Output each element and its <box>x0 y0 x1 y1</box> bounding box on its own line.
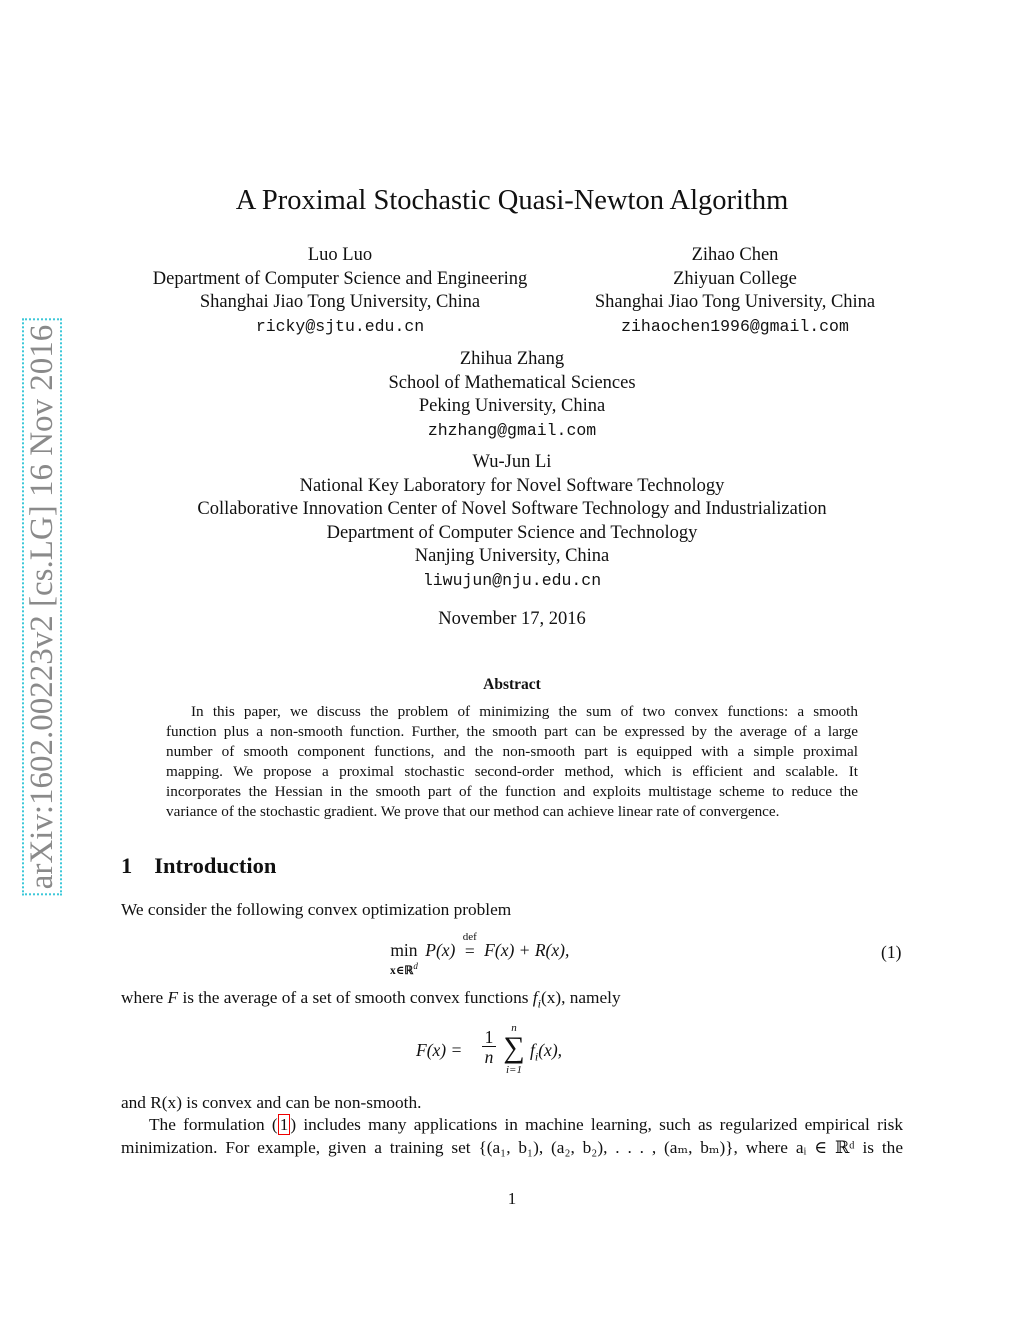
eq-den: n <box>484 1047 494 1067</box>
author-name: Wu-Jun Li <box>472 452 552 472</box>
author-email[interactable]: liwujun@nju.edu.cn <box>422 570 602 590</box>
eq-min: min <box>390 940 418 960</box>
eq-sum-top: n <box>511 1022 517 1034</box>
author-block <box>0 451 1024 592</box>
author-name: Zihao Chen <box>691 245 779 265</box>
math-var: f <box>530 1040 535 1060</box>
equation-label: (1) <box>881 942 902 962</box>
text: (x), namely <box>540 988 621 1007</box>
arxiv-stamp[interactable]: arXiv:1602.00223v2 [cs.LG] 16 Nov 2016 <box>22 319 62 896</box>
author-email[interactable]: zhzhang@gmail.com <box>427 420 597 440</box>
text: where <box>121 988 164 1007</box>
author-name: Zhihua Zhang <box>459 349 565 369</box>
eq-num: 1 <box>482 1029 496 1047</box>
section-number: 1 <box>121 853 133 878</box>
author-email[interactable]: ricky@sjtu.edu.cn <box>255 316 425 336</box>
eq-sum-symbol: ∑ <box>503 1031 525 1064</box>
author-block <box>0 348 1024 442</box>
paragraph <box>121 1115 903 1160</box>
abstract-line: function plus a non-smooth function. Further, the smooth part can be expressed by the average of a large <box>166 723 858 740</box>
author-affiliation: Collaborative Innovation Center of Novel Software Technology and Industrialization <box>197 499 827 519</box>
abstract-line: number of smooth component functions, and the non-smooth part is equipped with a simple proximal <box>166 743 858 760</box>
eq-lhs: P(x) <box>425 940 456 960</box>
section-heading <box>121 853 276 879</box>
author-affiliation: Shanghai Jiao Tong University, China <box>199 292 481 312</box>
eq-fraction <box>482 1029 496 1067</box>
author-affiliation: Nanjing University, China <box>414 546 610 566</box>
abstract-line: mapping. We propose a proximal stochastic second-order method, which is efficient and scalable. It <box>166 763 858 780</box>
author-affiliation: National Key Laboratory for Novel Software Technology <box>299 475 725 496</box>
paragraph: and R(x) is convex and can be non-smooth. <box>121 1093 422 1112</box>
author-affiliation: Peking University, China <box>418 396 606 416</box>
section-title: Introduction <box>154 853 277 878</box>
text: The formulation ( <box>149 1115 278 1134</box>
abstract-line: variance of the stochastic gradient. We prove that our method can achieve linear rate of convergence. <box>166 803 780 820</box>
text: ) includes many applications in machine learning, such as regularized empirical risk <box>290 1115 903 1134</box>
eq-sum-bottom: i=1 <box>506 1064 522 1076</box>
math-sub: i <box>534 1049 539 1064</box>
author-affiliation: Zhiyuan College <box>673 268 797 289</box>
abstract-line: In this paper, we discuss the problem of minimizing the sum of two convex functions: a smooth <box>191 703 858 720</box>
math-sub: i <box>537 996 541 1011</box>
paper-date: November 17, 2016 <box>438 609 586 629</box>
eq-lhs: F(x) = <box>416 1040 463 1060</box>
abstract-line: incorporates the Hessian in the smooth part of the function and exploits multistage scheme to reduce the <box>166 783 858 800</box>
author-block <box>90 244 590 338</box>
math-var: F <box>167 988 179 1007</box>
page-number: 1 <box>507 1189 517 1208</box>
paper-title: A Proximal Stochastic Quasi-Newton Algorithm <box>235 185 789 216</box>
paragraph-line <box>121 1115 903 1138</box>
eq-rest: (x), <box>538 1040 563 1060</box>
author-affiliation: School of Mathematical Sciences <box>388 372 636 393</box>
author-affiliation: Shanghai Jiao Tong University, China <box>594 292 876 312</box>
author-block <box>535 244 935 338</box>
equation-ref-link[interactable]: 1 <box>279 1115 289 1134</box>
eq-sum <box>500 1023 528 1077</box>
author-email[interactable]: zihaochen1996@gmail.com <box>621 316 849 336</box>
eq-def: def <box>462 931 477 943</box>
paragraph-line: minimization. For example, given a training set {(a₁, b₁), (a₂, b₂), . . . , (aₘ, bₘ)}, where aᵢ ∈ ℝᵈ is the <box>121 1137 903 1157</box>
abstract-body <box>166 702 858 822</box>
eq-min-sub-sup: d <box>413 961 418 971</box>
eq-rhs: F(x) + R(x), <box>484 940 570 960</box>
author-affiliation: Department of Computer Science and Technology <box>326 522 698 543</box>
author-affiliation: Department of Computer Science and Engineering <box>152 268 528 289</box>
equation-1: min x∈ℝ$^d$ P(x) def = F(x) + R(x), <box>390 931 570 977</box>
abstract-heading: Abstract <box>483 676 541 693</box>
author-name: Luo Luo <box>307 245 373 265</box>
paragraph: We consider the following convex optimization problem <box>121 900 512 919</box>
eq-min-sub: x∈ℝ <box>390 964 414 977</box>
text: is the average of a set of smooth convex functions <box>182 988 529 1007</box>
paragraph <box>121 988 621 1011</box>
math-var: f <box>532 988 538 1007</box>
